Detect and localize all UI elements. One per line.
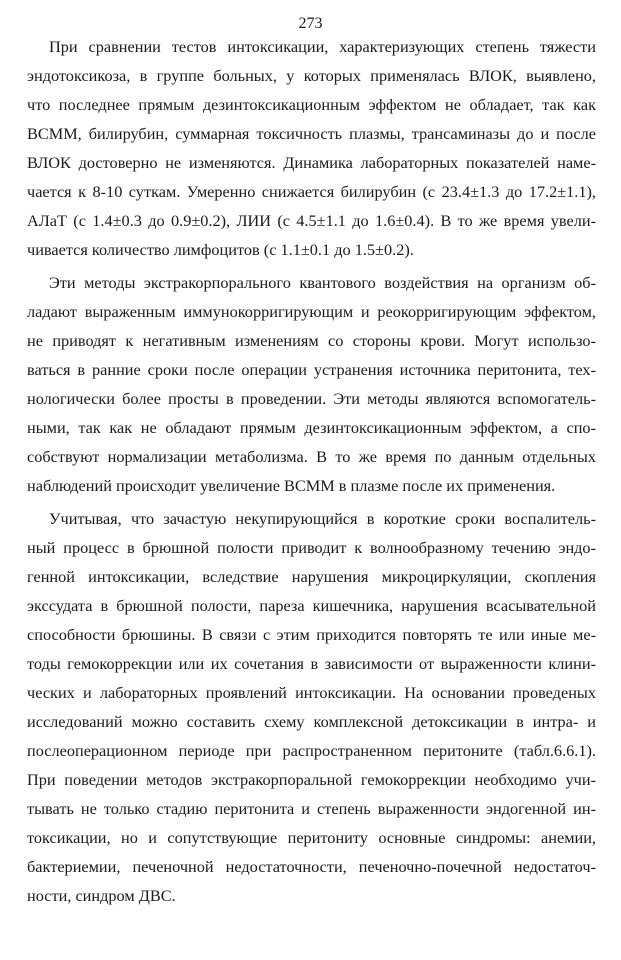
- text-line: Учитывая, что зачастую некупирующийся в короткие сроки воспалитель-: [49, 509, 596, 528]
- text-line: исследований можно составить схему комплексной детоксикации в интра- и: [27, 712, 596, 731]
- text-line: ВЛОК достоверно не изменяются. Динамика лабораторных показателей наме-: [27, 153, 596, 172]
- text-line: собствуют нормализации метаболизма. В то же время по данным отдельных: [27, 447, 596, 466]
- text-line: наблюдений происходит увеличение ВСММ в плазме после их применения.: [27, 476, 556, 495]
- text-line: ными, так как не обладают прямым дезинтоксикационным эффектом, а спо-: [27, 418, 596, 437]
- text-line: При поведении методов экстракорпоральной гемокоррекции необходимо учи-: [27, 770, 596, 789]
- text-line: ности, синдром ДВС.: [27, 886, 176, 905]
- text-line: ладают выраженным иммунокорригирующим и реокорригирующим эффектом,: [27, 302, 596, 321]
- text-line: экссудата в брюшной полости, пареза кишечника, нарушения всасывательной: [27, 596, 596, 615]
- text-line: ческих и лабораторных проявлений интоксикации. На основании проведеных: [27, 683, 596, 702]
- text-line: послеоперационном периоде при распространенном перитоните (табл.6.6.1).: [27, 741, 596, 760]
- text-line: При сравнении тестов интоксикации, характеризующих степень тяжести: [49, 37, 596, 56]
- text-line: бактериемии, печеночной недостаточности, печеночно-почечной недостаточ-: [27, 857, 596, 876]
- text-line: тывать не только стадию перитонита и степень выраженности эндогенной ин-: [27, 799, 596, 818]
- text-line: тоды гемокоррекции или их сочетания в зависимости от выраженности клини-: [27, 654, 596, 673]
- text-line: не приводят к негативным изменениям со стороны крови. Могут использо-: [27, 331, 596, 350]
- text-line: ВСММ, билирубин, суммарная токсичность плазмы, трансаминазы до и после: [27, 124, 596, 143]
- page-number: 273: [298, 15, 323, 32]
- text-line: Эти методы экстракорпорального квантового воздействия на организм об-: [49, 273, 596, 292]
- text-line: чивается количество лимфоцитов (с 1.1±0.1 до 1.5±0.2).: [27, 240, 414, 259]
- text-line: нологически более просты в проведении. Эти методы являются вспомогатель-: [27, 389, 596, 408]
- text-line: что последнее прямым дезинтоксикационным эффектом не обладает, так как: [27, 95, 596, 114]
- text-line: способности брюшины. В связи с этим приходится повторять те или иные ме-: [27, 625, 596, 644]
- text-line: АЛаТ (с 1.4±0.3 до 0.9±0.2), ЛИИ (с 4.5±1.1 до 1.6±0.4). В то же время увели-: [27, 211, 596, 230]
- text-line: токсикации, но и сопутствующие перитониту основные синдромы: анемии,: [27, 828, 596, 847]
- text-line: генной интоксикации, вследствие нарушения микроциркуляции, скопления: [27, 567, 596, 586]
- text-line: ный процесс в брюшной полости приводит к волнообразному течению эндо-: [27, 538, 596, 557]
- text-line: эндотоксикоза, в группе больных, у которых применялась ВЛОК, выявлено,: [27, 66, 596, 85]
- text-line: ваться в ранние сроки после операции устранения источника перитонита, тех-: [27, 360, 596, 379]
- text-line: чается к 8-10 суткам. Умеренно снижается билирубин (с 23.4±1.3 до 17.2±1.1),: [27, 182, 596, 201]
